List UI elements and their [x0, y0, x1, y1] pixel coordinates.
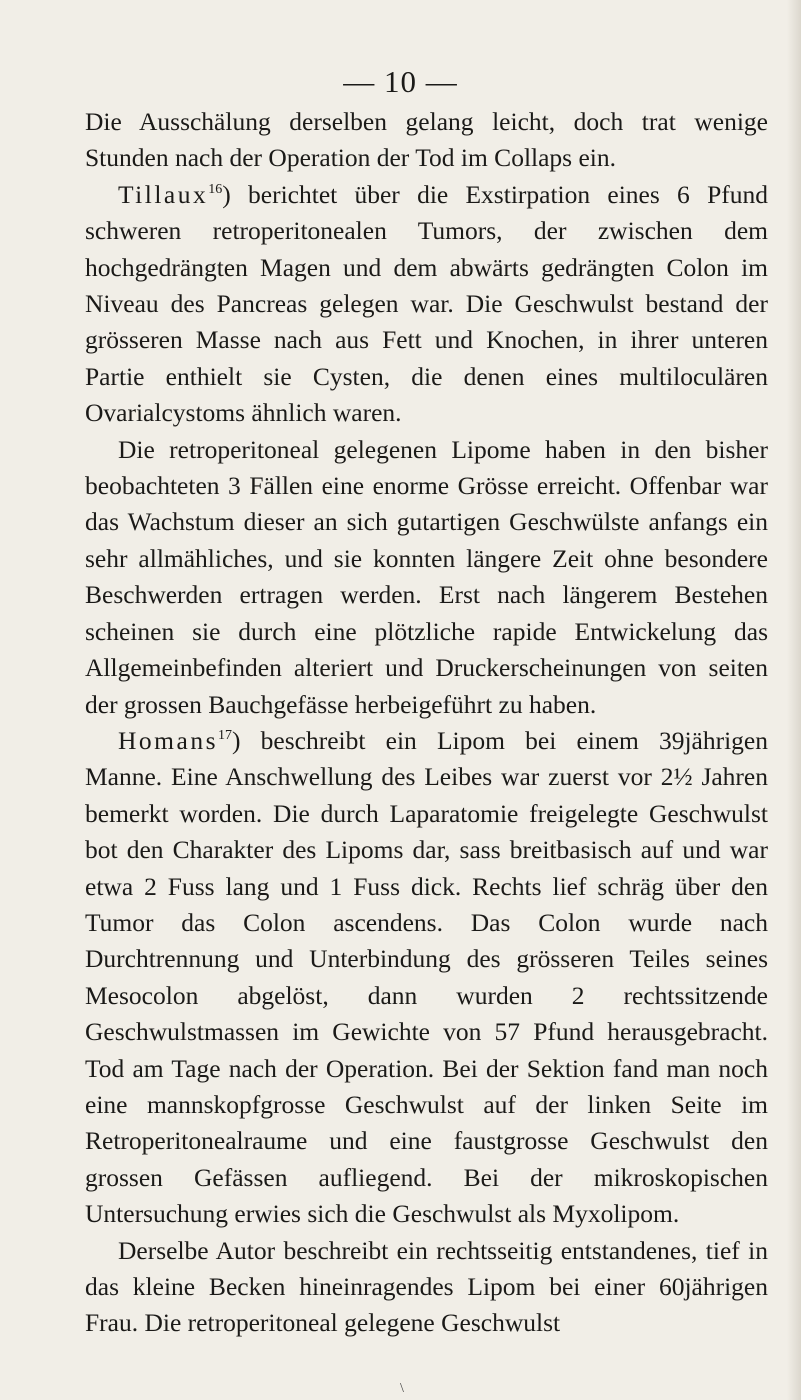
- page-number: — 10 —: [343, 64, 458, 99]
- paragraph-4-text: ) beschreibt ein Lipom bei einem 39jährigen Manne. Eine Anschwellung des Leibes war zuerst vor 2½ Jahren bemerkt worden. Die durch Laparatomie freigelegte Geschwulst bot den Charakter des Lipoms dar, sass breitbasisch auf und war etwa 2 Fuss lang und 1 Fuss dick. Rechts lief schräg über den Tumor das Colon ascendens. Das Colon wurde nach Durchtrennung und Unterbindung des grösseren Teiles seines Mesocolon abgelöst, dann wurden 2 rechtssitzende Geschwulstmassen im Gewichte von 57 Pfund herausgebracht. Tod am Tage nach der Operation. Bei der Sektion fand man noch eine mannskopfgrosse Geschwulst auf der linken Seite im Retroperitonealraume und eine faustgrosse Geschwulst den grossen Gefässen aufliegend. Bei der mikroskopischen Untersuchung erwies sich die Geschwulst als Myxolipom.: [85, 725, 768, 1229]
- stray-mark: \: [400, 1381, 404, 1396]
- footnote-ref-17: 17: [218, 727, 232, 743]
- paragraph-2-text: ) berichtet über die Exstirpation eines 6 Pfund schweren retroperitonealen Tumors, der zwischen dem hochgedrängten Magen und dem abwärts gedrängten Colon im Niveau des Pancreas gelegen war. Die Geschwulst bestand der grösseren Masse nach aus Fett und Knochen, in ihrer unteren Partie enthielt sie Cysten, die denen eines multiloculären Ovarialcystoms ähnlich waren.: [85, 179, 768, 428]
- paragraph-3: Die retroperitoneal gelegenen Lipome haben in den bisher beobachteten 3 Fällen eine enorme Grösse erreicht. Offenbar war das Wachstum dieser an sich gutartigen Geschwülste anfangs ein sehr allmähliches, und sie konnten längere Zeit ohne besondere Beschwerden ertragen werden. Erst nach längerem Bestehen scheinen sie durch eine plötzliche rapide Entwickelung das Allgemeinbefinden alteriert und Druckerscheinungen von seiten der grossen Bauchgefässe herbeigeführt zu haben.: [85, 434, 768, 719]
- paragraph-2: [85, 177, 768, 432]
- body-text: [85, 104, 768, 1342]
- author-name-homans: Homans: [118, 725, 218, 755]
- author-name-tillaux: Tillaux: [118, 179, 209, 209]
- paragraph-4: [85, 723, 768, 1233]
- paragraph-1: Die Ausschälung derselben gelang leicht, doch trat wenige Stunden nach der Operation der Tod im Collaps ein.: [85, 107, 768, 173]
- page-edge-shadow: [787, 0, 801, 1400]
- footnote-ref-16: 16: [208, 181, 223, 197]
- paragraph-5: Derselbe Autor beschreibt ein rechtsseitig entstandenes, tief in das kleine Becken hineinragendes Lipom bei einer 60jährigen Frau. Die retroperitoneal gelegene Geschwulst: [85, 1235, 768, 1338]
